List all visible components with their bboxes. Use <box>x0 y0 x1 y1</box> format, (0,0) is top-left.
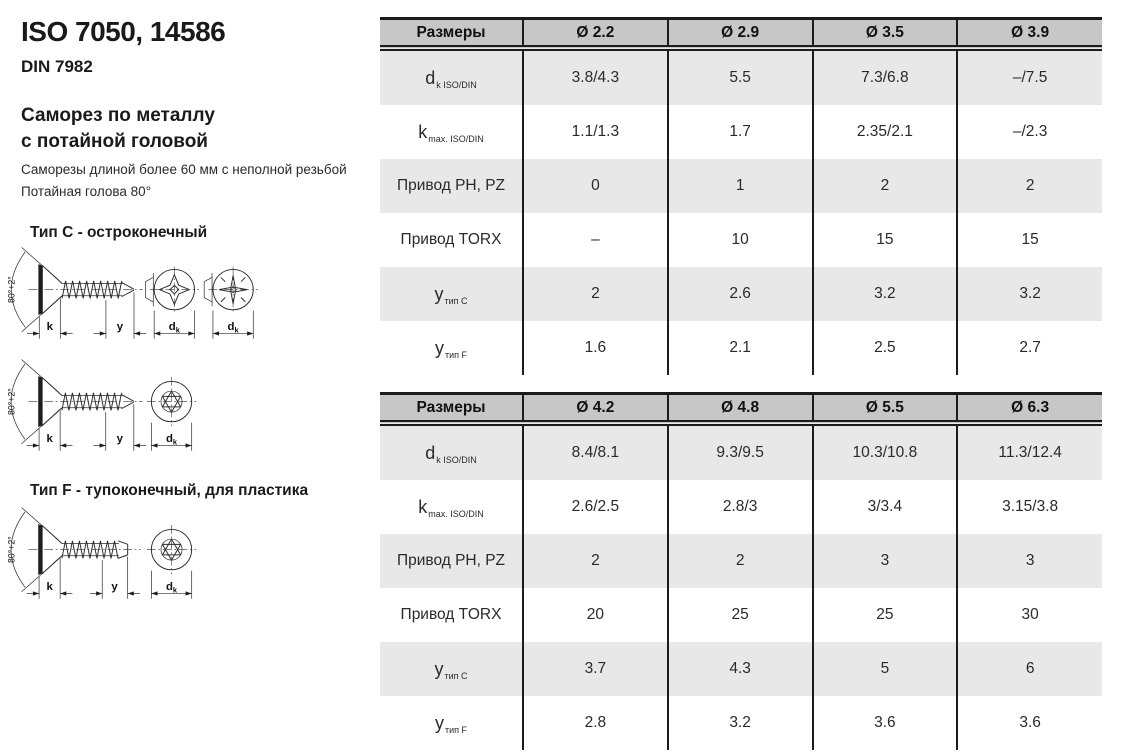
spec-row <box>380 48 1102 105</box>
product-name-line2: с потайной головой <box>21 131 208 152</box>
spec-row <box>380 267 1102 321</box>
spec-table <box>380 17 1102 375</box>
spec-value: 2 <box>957 159 1102 213</box>
dim-k-label: k <box>46 432 53 445</box>
header-diameter: Ø 4.8 <box>668 394 813 424</box>
row-label-subscript: k ISO/DIN <box>436 454 477 465</box>
row-label <box>380 48 523 105</box>
spec-row <box>380 696 1102 750</box>
spec-value: 2 <box>523 534 668 588</box>
spec-value: 1.6 <box>523 321 668 375</box>
spec-value: – <box>523 213 668 267</box>
row-label: Привод TORX <box>400 606 502 623</box>
screw-side-view <box>7 508 141 599</box>
pz-head-view <box>204 267 258 339</box>
row-label-subscript: k ISO/DIN <box>436 79 477 90</box>
row-label-symbol: k <box>418 496 428 517</box>
spec-value: 25 <box>813 588 958 642</box>
spec-value: 3.2 <box>668 696 813 750</box>
spec-table-small-diameters <box>380 17 1102 375</box>
row-label <box>380 480 523 534</box>
angle-label: 80°+2° <box>6 276 17 303</box>
spec-value: 3.6 <box>813 696 958 750</box>
spec-value: 2.35/2.1 <box>813 105 958 159</box>
spec-value: 2 <box>668 534 813 588</box>
spec-value: 5 <box>813 642 958 696</box>
dim-dk-label: $d_k$ <box>227 320 239 335</box>
row-label-symbol: d <box>425 67 436 88</box>
spec-value: 0 <box>523 159 668 213</box>
page-title: ISO 7050, 14586 <box>21 16 226 47</box>
note-line1: Саморезы длиной более 60 мм с неполной резьбой <box>21 162 347 177</box>
row-label: Привод PH, PZ <box>380 534 523 588</box>
product-notes <box>21 159 347 203</box>
spec-value: 15 <box>957 213 1102 267</box>
dim-y-label: y <box>111 580 118 593</box>
spec-row <box>380 534 1102 588</box>
header-dimensions-label: Размеры <box>380 394 523 424</box>
product-name-line1: Саморез по металлу <box>21 105 215 126</box>
spec-value: 2.8/3 <box>668 480 813 534</box>
header-diameter: Ø 2.9 <box>668 19 813 49</box>
spec-row <box>380 588 1102 642</box>
spec-value: 30 <box>957 588 1102 642</box>
spec-row <box>380 480 1102 534</box>
spec-value: –/7.5 <box>957 48 1102 105</box>
header-dimensions-label: Размеры <box>380 19 523 49</box>
row-label-symbol: d <box>425 442 436 463</box>
header-diameter: Ø 6.3 <box>957 394 1102 424</box>
row-label-symbol: y <box>434 712 444 733</box>
row-label-subscript: тип C <box>444 295 468 306</box>
dim-y-label: y <box>116 432 123 445</box>
row-label <box>380 696 523 750</box>
spec-value: 3.2 <box>813 267 958 321</box>
ph-head-view <box>145 267 199 339</box>
type-c-screw-drawing <box>2 244 266 351</box>
spec-value: 10 <box>668 213 813 267</box>
type-f-heading: Тип F - тупоконечный, для пластика <box>30 482 309 499</box>
header-diameter: Ø 3.9 <box>957 19 1102 49</box>
spec-value: 8.4/8.1 <box>523 423 668 480</box>
type-f-screw-drawing <box>2 504 213 611</box>
spec-value: 3 <box>813 534 958 588</box>
note-line2: Потайная голова 80° <box>21 184 152 199</box>
header-diameter: Ø 5.5 <box>813 394 958 424</box>
spec-value: 7.3/6.8 <box>813 48 958 105</box>
spec-row <box>380 213 1102 267</box>
dim-y-label: y <box>116 320 124 333</box>
spec-value: 3.6 <box>957 696 1102 750</box>
spec-value: 9.3/9.5 <box>668 423 813 480</box>
dim-k-label: k <box>46 320 53 333</box>
spec-row <box>380 423 1102 480</box>
row-label: Привод TORX <box>400 231 502 248</box>
spec-table-large-diameters <box>380 392 1102 750</box>
spec-value: 5.5 <box>668 48 813 105</box>
row-label-symbol: y <box>434 283 444 304</box>
din-standard: DIN 7982 <box>21 57 93 76</box>
spec-value: 3.7 <box>523 642 668 696</box>
row-label-subscript: max. ISO/DIN <box>428 133 484 144</box>
header-diameter: Ø 2.2 <box>523 19 668 49</box>
spec-row <box>380 642 1102 696</box>
spec-value: 10.3/10.8 <box>813 423 958 480</box>
row-label-symbol: y <box>434 337 444 358</box>
header-diameter: Ø 4.2 <box>523 394 668 424</box>
spec-value: 3.15/3.8 <box>957 480 1102 534</box>
spec-row <box>380 159 1102 213</box>
dim-dk-label: $d_k$ <box>165 580 178 595</box>
type-c-heading: Тип C - остроконечный <box>30 224 208 241</box>
spec-value: 2 <box>813 159 958 213</box>
row-label <box>380 267 523 321</box>
header-row <box>380 19 1102 49</box>
spec-value: 2.1 <box>668 321 813 375</box>
spec-table <box>380 392 1102 750</box>
spec-value: 15 <box>813 213 958 267</box>
spec-value: 1.1/1.3 <box>523 105 668 159</box>
spec-value: 6 <box>957 642 1102 696</box>
spec-value: 3.8/4.3 <box>523 48 668 105</box>
spec-value: 2.6 <box>668 267 813 321</box>
spec-row <box>380 105 1102 159</box>
row-label-subscript: тип F <box>444 349 468 360</box>
row-label <box>380 105 523 159</box>
spec-value: 3.2 <box>957 267 1102 321</box>
row-label-subscript: тип F <box>444 724 468 735</box>
row-label-symbol: y <box>434 658 444 679</box>
spec-row <box>380 321 1102 375</box>
spec-value: 2.7 <box>957 321 1102 375</box>
spec-value: 25 <box>668 588 813 642</box>
spec-value: 2.5 <box>813 321 958 375</box>
spec-value: 1.7 <box>668 105 813 159</box>
spec-value: 2 <box>523 267 668 321</box>
spec-value: 11.3/12.4 <box>957 423 1102 480</box>
dim-k-label: k <box>46 580 53 593</box>
screw-side-view <box>7 248 147 339</box>
row-label <box>380 423 523 480</box>
dim-dk-label: $d_k$ <box>165 432 178 447</box>
angle-label: 80°+2° <box>6 536 17 563</box>
product-name <box>21 103 215 155</box>
row-label: Привод PH, PZ <box>380 159 523 213</box>
torx-head-view <box>147 525 196 599</box>
spec-value: 2.8 <box>523 696 668 750</box>
spec-value: 3 <box>957 534 1102 588</box>
header-row <box>380 394 1102 424</box>
torx-head-view <box>147 377 196 451</box>
row-label-subscript: тип C <box>444 670 468 681</box>
type-c-torx-drawing <box>2 356 213 463</box>
dim-dk-label: $d_k$ <box>168 320 180 335</box>
spec-value: 20 <box>523 588 668 642</box>
row-label <box>380 642 523 696</box>
spec-value: 2.6/2.5 <box>523 480 668 534</box>
row-label-subscript: max. ISO/DIN <box>428 508 484 519</box>
spec-value: 1 <box>668 159 813 213</box>
angle-label: 80°+2° <box>6 388 17 415</box>
row-label-symbol: k <box>418 121 428 142</box>
spec-value: –/2.3 <box>957 105 1102 159</box>
header-diameter: Ø 3.5 <box>813 19 958 49</box>
spec-value: 4.3 <box>668 642 813 696</box>
screw-side-view <box>7 360 147 451</box>
spec-value: 3/3.4 <box>813 480 958 534</box>
row-label <box>380 321 523 375</box>
